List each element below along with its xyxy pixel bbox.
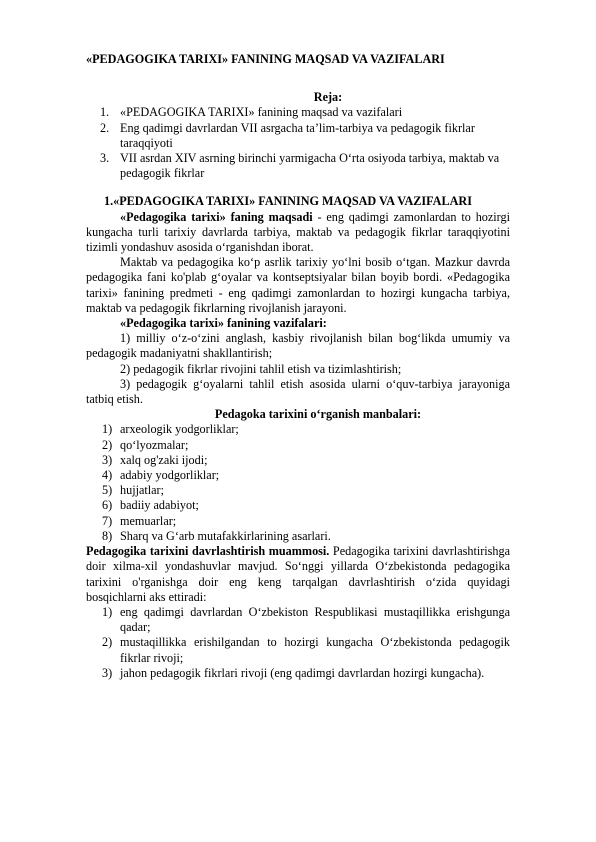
sources-list xyxy=(86,422,510,544)
period-item xyxy=(86,635,510,665)
source-text: arxeologik yodgorliklar; xyxy=(120,422,239,437)
period-number: 2) xyxy=(102,635,113,650)
task-text: pedagogik fikrlar rivojini tahlil etish va tizimlashtirish; xyxy=(133,361,402,376)
periods-list xyxy=(86,605,510,681)
source-item xyxy=(86,514,510,529)
period-text: eng qadimgi davrlardan O‘zbekiston Respublikasi mustaqillikka erishgunga qadar; xyxy=(120,604,510,635)
task-item xyxy=(86,331,510,361)
source-item xyxy=(86,483,510,498)
section-heading: 1.«PEDAGOGIKA TARIXI» FANINING MAQSAD VA VAZIFALARI xyxy=(104,194,472,209)
source-number: 4) xyxy=(102,468,113,483)
source-item xyxy=(86,468,510,483)
plan-item xyxy=(86,105,510,120)
source-text: memuarlar; xyxy=(120,513,177,528)
source-text: xalq og'zaki ijodi; xyxy=(120,452,208,467)
task-text: milliy o‘z-o‘zini anglash, kasbiy rivojlanish bilan bog‘likda umumiy va pedagogik madaniyatni shakllantirish; xyxy=(86,331,510,361)
purpose-term: «Pedagogika tarixi» faning maqsadi xyxy=(120,209,313,224)
plan-item-text: «PEDAGOGIKA TARIXI» fanining maqsad va vazifalari xyxy=(120,105,403,120)
tasks-heading: «Pedagogika tarixi» fanining vazifalari: xyxy=(120,316,327,331)
task-number: 1) xyxy=(120,331,131,346)
period-item xyxy=(86,666,510,681)
period-item xyxy=(86,605,510,635)
source-item xyxy=(86,422,510,437)
period-text: jahon pedagogik fikrlari rivoji (eng qadimgi davrlardan hozirgi kungacha). xyxy=(120,665,485,680)
purpose-text: - eng qadimgi zamonlardan to hozirgi kungacha turli tarixiy davrlarda tarbiya, maktab va pedagogik fikrlar taraqqiyotini tizimli yondashuv asosida o‘rganishdan iborat. xyxy=(86,209,510,255)
purpose-paragraph xyxy=(86,210,510,256)
subject-paragraph: Maktab va pedagogika ko‘p asrlik tarixiy yo‘lni bosib o‘tgan. Mazkur davrda pedagogika fani ko'plab g‘oyalar va kontseptsiyalar bilan boyib bordi. «Pedagogika tarixi» fanining predmeti - eng qadimgi zamonlardan to hozirgi kungacha tarbiya, maktab va pedagogik fikrlarning rivojlanish jarayoni. xyxy=(86,255,510,315)
source-item xyxy=(86,453,510,468)
plan-item-text: Eng qadimgi davrlardan VII asrgacha ta’lim-tarbiya va pedagogik fikrlar taraqqiyoti xyxy=(120,120,475,150)
document-page xyxy=(86,52,510,681)
source-number: 5) xyxy=(102,483,113,498)
task-text: pedagogik g‘oyalarni tahlil etish asosida ularni o‘quv-tarbiya jarayoniga tatbiq etish. xyxy=(86,376,510,407)
period-text: mustaqillikka erishilgandan to hozirgi kungacha O‘zbekistonda pedagogik fikrlar rivoji; xyxy=(120,635,510,665)
periodization-term: Pedagogika tarixini davrlashtirish muammosi. xyxy=(86,544,330,559)
source-number: 1) xyxy=(102,422,113,437)
plan-item-number: 2. xyxy=(100,120,110,135)
task-number: 2) xyxy=(120,361,131,376)
document-title: «PEDAGOGIKA TARIXI» FANINING MAQSAD VA VAZIFALARI xyxy=(86,52,445,66)
source-item xyxy=(86,529,510,544)
plan-heading: Reja: xyxy=(313,90,343,105)
source-text: qo‘lyozmalar; xyxy=(120,437,189,452)
plan-item-number: 1. xyxy=(100,105,110,120)
source-item xyxy=(86,498,510,513)
plan-item xyxy=(86,151,510,181)
source-number: 3) xyxy=(102,452,113,467)
plan-item-text: VII asrdan XIV asrning birinchi yarmigacha O‘rta osiyoda tarbiya, maktab va pedagogik fikrlar xyxy=(120,151,500,181)
task-item xyxy=(86,377,510,407)
plan-item-number: 3. xyxy=(100,151,110,166)
source-item xyxy=(86,438,510,453)
sources-heading: Pedagoka tarixini o‘rganish manbalari: xyxy=(214,407,422,422)
plan-item xyxy=(86,121,510,151)
source-text: hujjatlar; xyxy=(120,483,164,498)
source-number: 8) xyxy=(102,528,113,543)
source-number: 2) xyxy=(102,437,113,452)
source-text: Sharq va G‘arb mutafakkirlarining asarlari. xyxy=(120,528,331,543)
plan-list xyxy=(86,105,510,181)
periodization-paragraph xyxy=(86,544,510,605)
periodization-text: Pedagogika tarixini davrlashtirishga doir xilma-xil yondashuvlar mavjud. So‘nggi yillarda O‘zbekistonda pedagogika tarixini o'rganishga doir eng keng tarqalgan davrlashtirish o‘zida quyidagi bosqichlarni aks ettiradi: xyxy=(86,544,510,604)
period-number: 3) xyxy=(102,665,113,680)
task-number: 3) xyxy=(120,376,131,391)
period-number: 1) xyxy=(102,604,113,619)
source-text: badiiy adabiyot; xyxy=(120,498,199,513)
task-item xyxy=(86,362,510,377)
source-number: 6) xyxy=(102,498,113,513)
source-text: adabiy yodgorliklar; xyxy=(120,468,220,483)
source-number: 7) xyxy=(102,513,113,528)
